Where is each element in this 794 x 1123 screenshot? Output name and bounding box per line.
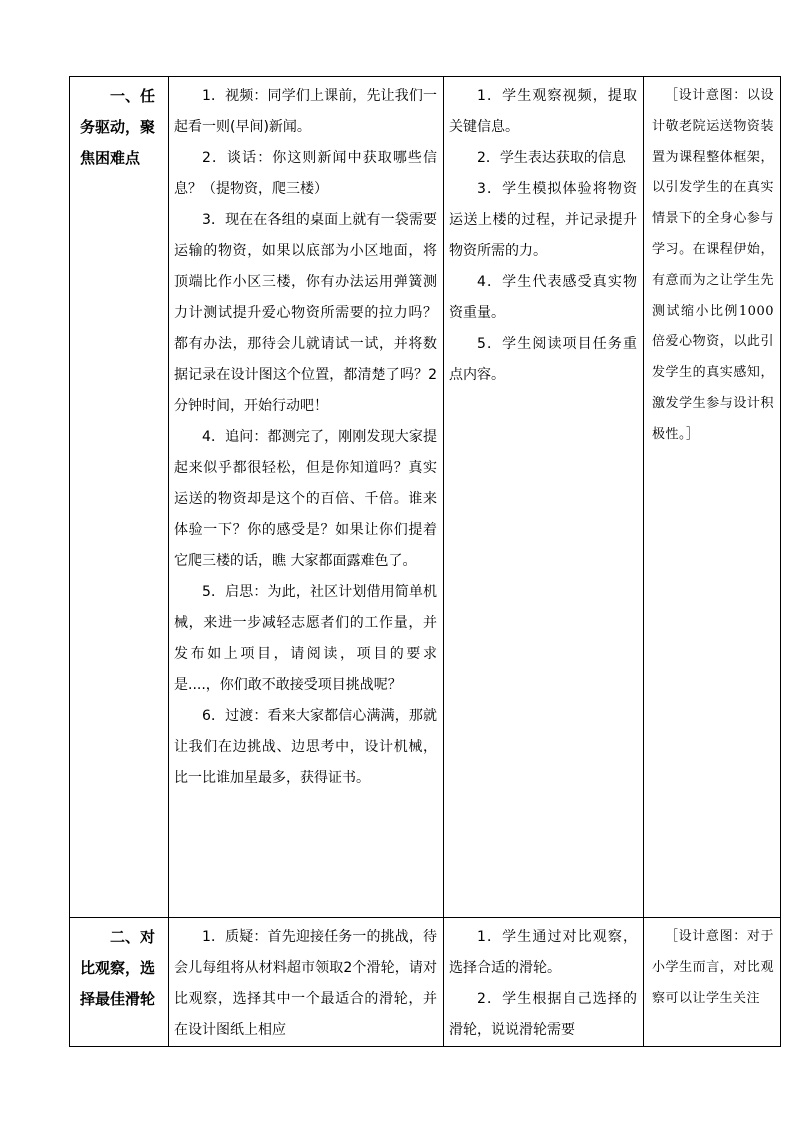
student-step: 1．学生通过对比观察，选择合适的滑轮。	[449, 929, 637, 976]
teacher-activity-cell	[169, 918, 444, 1047]
table-row	[70, 918, 781, 1047]
table-row	[70, 77, 781, 918]
lesson-plan-table	[69, 76, 781, 1047]
student-step: 2．学生根据自己选择的滑轮，说说滑轮需要	[449, 991, 637, 1038]
teacher-step: 3．现在在各组的桌面上就有一袋需要运输的物资，如果以底部为小区地面，将顶端比作小区三楼，你有办法运用弹簧测力计测试提升爱心物资所需要的拉力吗？都有办法，那待会儿就请试一试，并将数据记录在设计图这个位置，都清楚了吗？2分钟时间，开始行动吧！	[174, 212, 437, 414]
student-step: 4．学生代表感受真实物资重量。	[449, 274, 637, 321]
stage-cell	[70, 918, 169, 1047]
design-intent-cell	[644, 918, 781, 1047]
student-step: 2．学生表达获取的信息	[477, 150, 626, 166]
design-intent-cell	[644, 77, 781, 918]
student-step: 3．学生模拟体验将物资运送上楼的过程，并记录提升物资所需的力。	[449, 181, 637, 259]
student-step: 5．学生阅读项目任务重点内容。	[449, 336, 637, 383]
stage-title: 一、任务驱动，聚焦困难点	[80, 87, 156, 167]
stage-cell	[70, 77, 169, 918]
teacher-step: 6．过渡：看来大家都信心满满，那就让我们在边挑战、边思考中，设计机械，比一比谁加星最多，获得证书。	[174, 708, 437, 786]
student-activity-cell	[444, 77, 644, 918]
design-intent-text: ［设计意图：以设计敬老院运送物资装置为课程整体框架，以引发学生的在真实情景下的全身心参与学习。在课程伊始，有意而为之让学生先测试缩小比例1000倍爱心物资，以此引发学生的真实感知，激发学生参与设计积极性。］	[652, 88, 774, 442]
design-intent-text: ［设计意图：对于小学生而言，对比观察可以让学生关注	[652, 929, 774, 1006]
student-step: 1．学生观察视频，提取关键信息。	[449, 88, 637, 135]
stage-title: 二、对比观察，选择最佳滑轮	[80, 928, 156, 1008]
teacher-step: 1．视频：同学们上课前，先让我们一起看一则(早间)新闻。	[174, 88, 437, 135]
teacher-step: 2．谈话：你这则新闻中获取哪些信息？（提物资，爬三楼）	[174, 150, 437, 197]
teacher-step: 1．质疑：首先迎接任务一的挑战，待会儿每组将从材料超市领取2个滑轮，请对比观察，选择其中一个最适合的滑轮，并在设计图纸上相应	[174, 929, 437, 1038]
teacher-activity-cell	[169, 77, 444, 918]
student-activity-cell	[444, 918, 644, 1047]
teacher-step: 5．启思：为此，社区计划借用简单机械，来进一步减轻志愿者们的工作量，并发布如上项目，请阅读，项目的要求是....，你们敢不敢接受项目挑战呢？	[174, 584, 437, 693]
teacher-step: 4．追问：都测完了，刚刚发现大家提起来似乎都很轻松，但是你知道吗？真实运送的物资却是这个的百倍、千倍。谁来体验一下？你的感受是？如果让你们提着它爬三楼的话，瞧 大家都面露难色了。	[174, 429, 437, 569]
